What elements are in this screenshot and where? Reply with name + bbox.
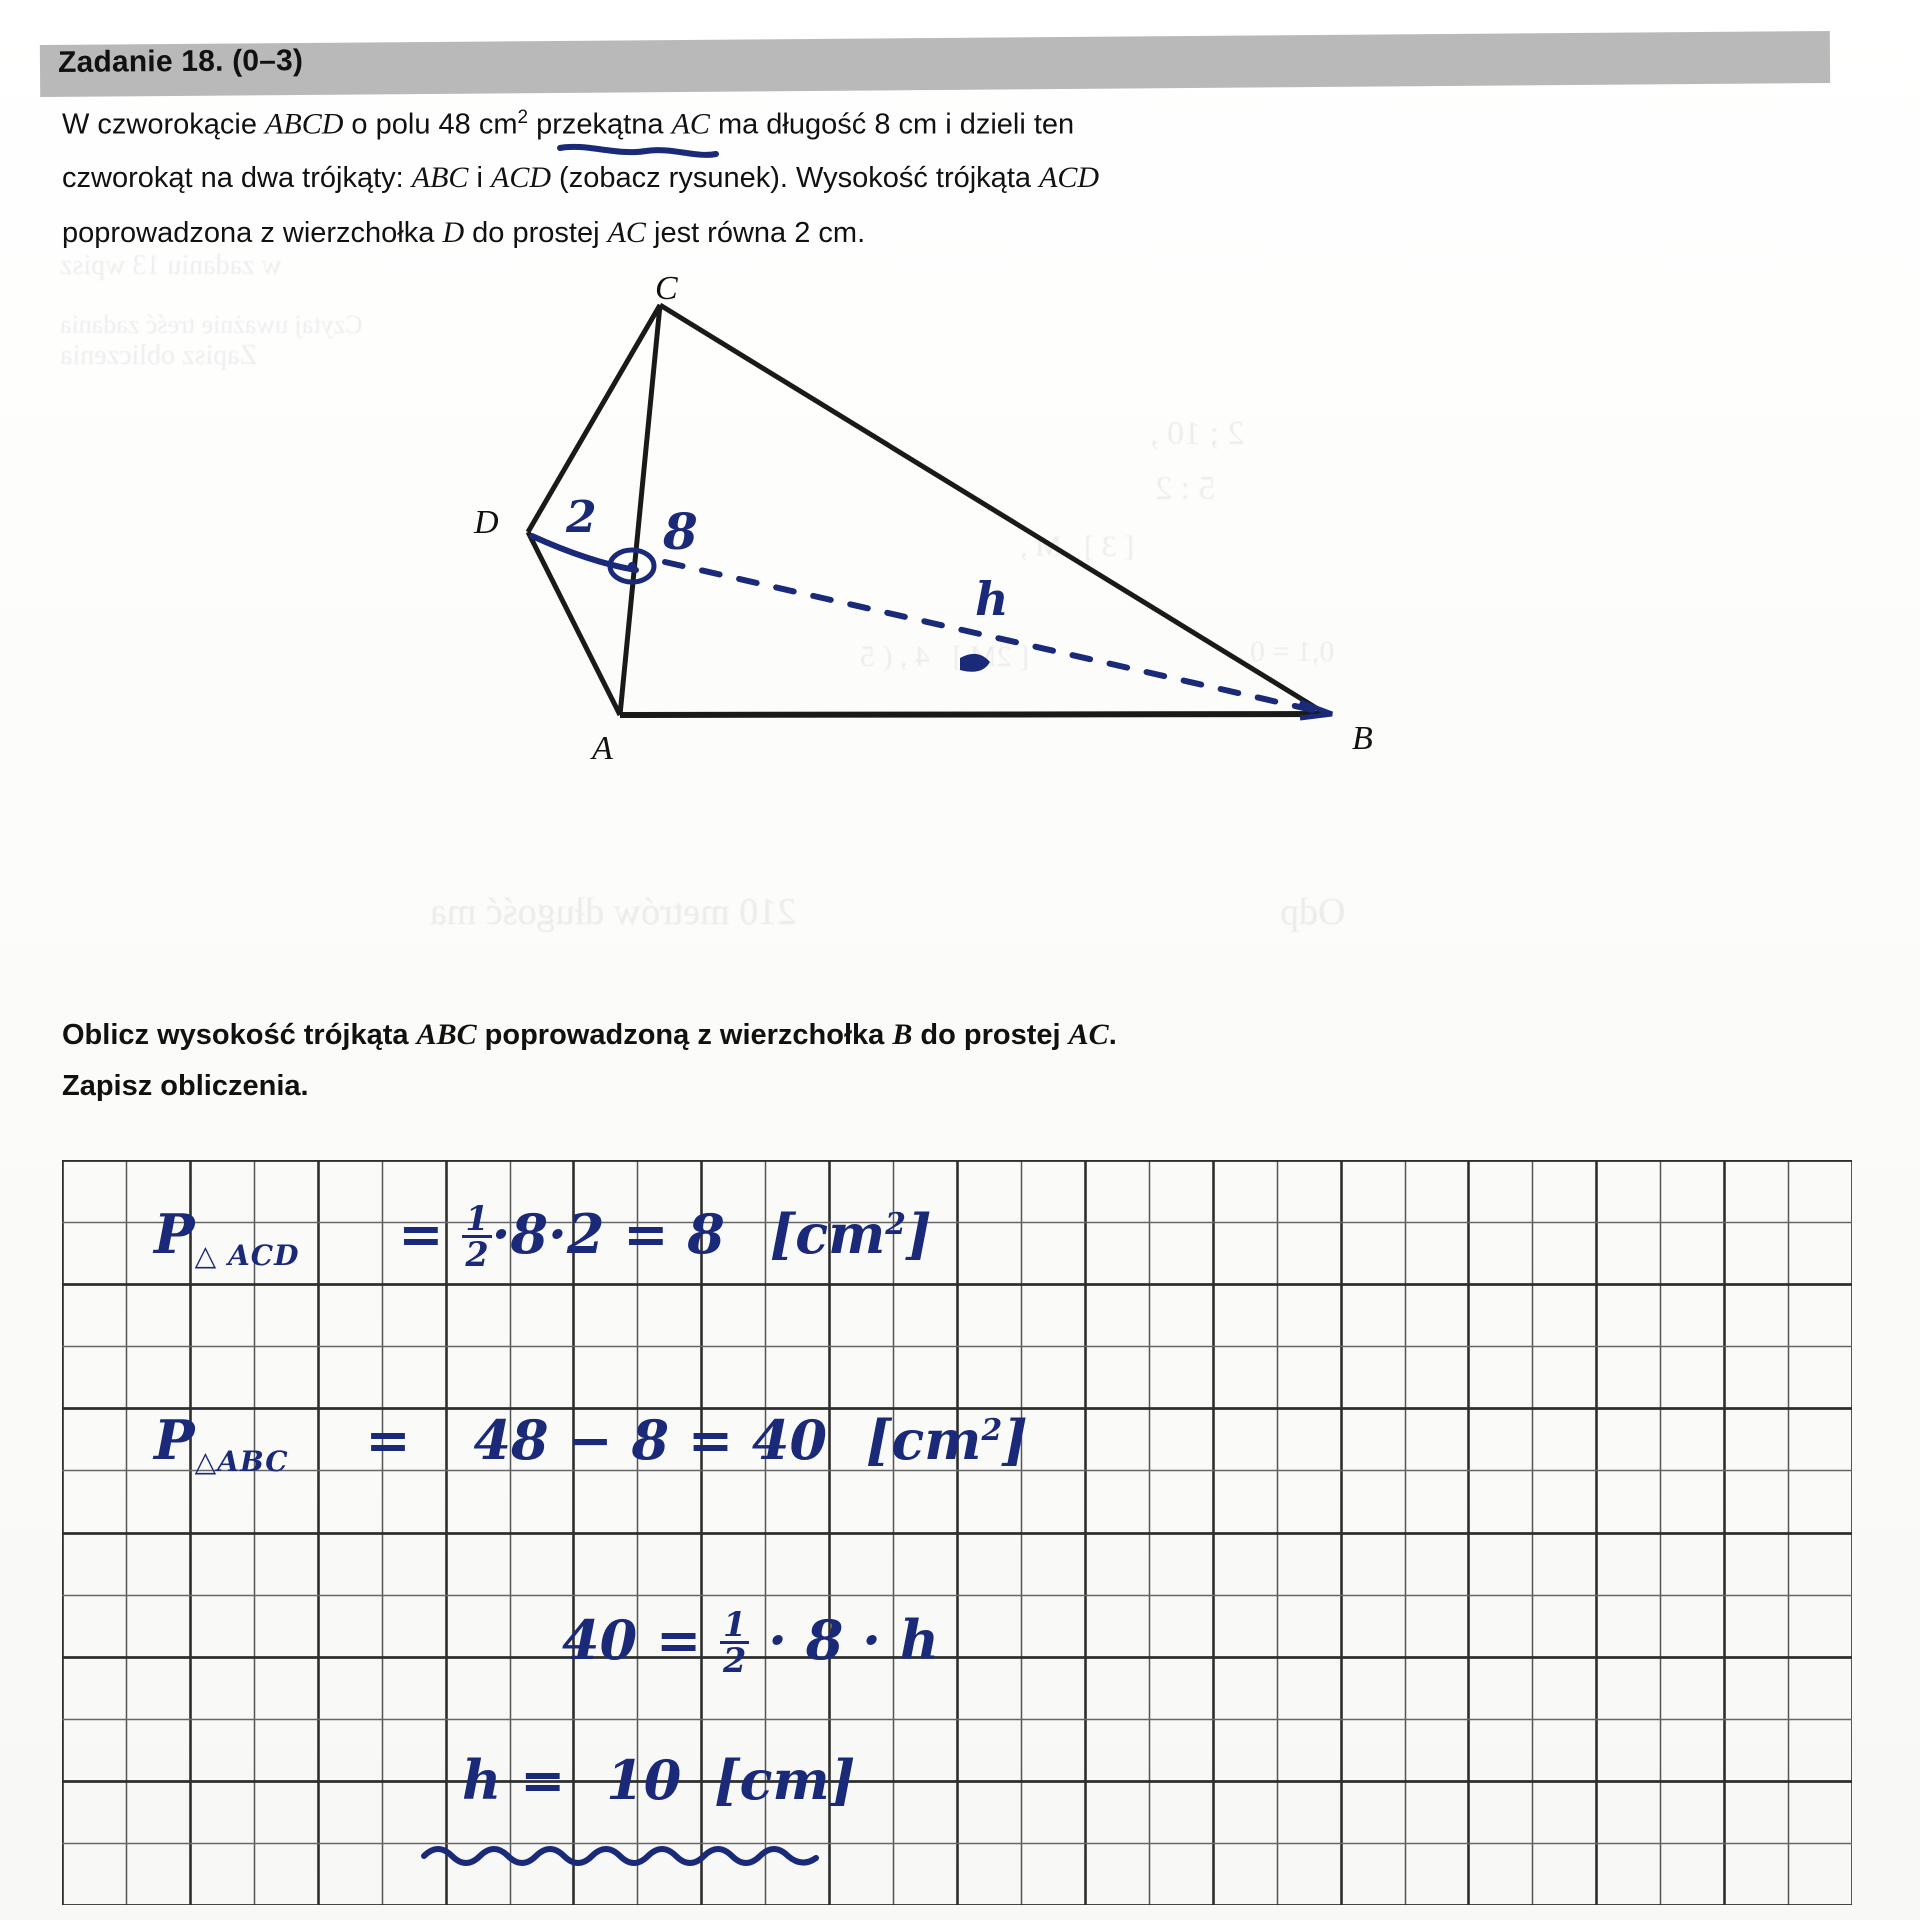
bracket-open: [ bbox=[865, 1408, 892, 1472]
annotation-height-h: h bbox=[975, 572, 1009, 626]
problem-text: poprowadzona z wierzchołka bbox=[62, 217, 443, 249]
geometry-figure bbox=[0, 270, 1920, 970]
value-10: 10 bbox=[606, 1748, 682, 1812]
equals: = bbox=[398, 1202, 444, 1266]
annotation-diagonal-8: 8 bbox=[663, 502, 698, 561]
area-exponent: 2 bbox=[517, 107, 529, 128]
equals: = bbox=[623, 1202, 669, 1266]
result-8: 8 bbox=[687, 1202, 725, 1266]
bleed-through-text: [ 2M ] 4 , ( 5 bbox=[860, 640, 1030, 673]
equals: = bbox=[365, 1408, 411, 1472]
bleed-through-text: 210 metrów długość ma bbox=[430, 891, 797, 933]
math-acd: ACD bbox=[491, 161, 551, 194]
fraction-denominator: 2 bbox=[723, 1641, 747, 1681]
expression: 48 − 8 = 40 bbox=[473, 1408, 828, 1472]
bleed-through-text: 0,1 = 0 bbox=[1250, 635, 1335, 668]
problem-text: ma długość bbox=[709, 108, 875, 141]
quadrilateral-diagram bbox=[0, 270, 1920, 970]
task-header-band bbox=[40, 31, 1830, 97]
unit-exponent: 2 bbox=[885, 1207, 906, 1242]
factor-8: 8 bbox=[510, 1202, 549, 1266]
handwritten-line-2 bbox=[154, 1408, 1028, 1478]
math-ac: AC bbox=[671, 107, 710, 141]
symbol-p: P bbox=[154, 1408, 195, 1472]
dot: · bbox=[548, 1202, 567, 1266]
fraction-numerator: 1 bbox=[720, 1608, 749, 1644]
bleed-through-text: Czytaj uważnie treść zadania bbox=[60, 310, 363, 339]
problem-text: i dzieli ten bbox=[937, 108, 1075, 141]
subscript-abc: △ABC bbox=[194, 1444, 289, 1478]
math-ac: AC bbox=[607, 216, 646, 249]
math-b: B bbox=[892, 1018, 913, 1051]
math-abc: ABC bbox=[411, 161, 469, 194]
question-line-2: Zapisz obliczenia. bbox=[62, 1070, 309, 1102]
bleed-through-text: w zadaniu 13 wpisz bbox=[60, 250, 282, 281]
handwritten-underline-48cm2 bbox=[556, 140, 721, 164]
question-text: do prostej bbox=[912, 1019, 1069, 1051]
segment-bc bbox=[660, 305, 1326, 714]
fraction-denominator: 2 bbox=[465, 1235, 489, 1275]
vertex-label-a: A bbox=[592, 730, 613, 767]
handwritten-line-1 bbox=[154, 1198, 932, 1275]
right-angle-dot bbox=[628, 562, 636, 570]
vertex-label-d: D bbox=[474, 504, 499, 541]
math-ac: AC bbox=[1068, 1018, 1109, 1051]
task-header-label: Zadanie 18. (0–3) bbox=[57, 44, 304, 79]
math-d: D bbox=[442, 216, 465, 249]
height-value: 2 cm. bbox=[794, 217, 866, 249]
unit-cm: cm bbox=[891, 1408, 982, 1472]
bleed-through-text: Zapisz obliczenia bbox=[60, 340, 257, 371]
question-line-1 bbox=[62, 1020, 1117, 1050]
annotation-height-2: 2 bbox=[566, 492, 597, 543]
equals: = bbox=[655, 1608, 702, 1672]
bracket-close: ] bbox=[829, 1748, 856, 1812]
vertex-label-c: C bbox=[655, 270, 678, 307]
unit-cm: cm bbox=[739, 1748, 830, 1812]
question-text: . bbox=[1108, 1019, 1117, 1051]
handwritten-line-3 bbox=[562, 1604, 939, 1681]
math-abcd: ABCD bbox=[265, 107, 344, 141]
factor-2: 2 bbox=[566, 1202, 605, 1266]
subscript-acd: △ ACD bbox=[194, 1238, 300, 1272]
bleed-through-text: 5 : 2 bbox=[1155, 470, 1216, 507]
bleed-through-text: 2 ; 10 , bbox=[1150, 415, 1245, 452]
handwritten-wavy-underline bbox=[420, 1832, 850, 1872]
fraction-one-half bbox=[720, 1604, 749, 1681]
ink-blob bbox=[960, 654, 990, 672]
expression: · 8 · h bbox=[768, 1608, 939, 1672]
lhs-40: 40 bbox=[562, 1608, 638, 1672]
bracket-open: [ bbox=[714, 1748, 740, 1812]
math-acd: ACD bbox=[1039, 161, 1100, 194]
fraction-one-half bbox=[462, 1198, 491, 1275]
unit-exponent: 2 bbox=[981, 1413, 1003, 1448]
problem-text: W czworokącie bbox=[62, 108, 266, 141]
problem-text: przekątna bbox=[528, 108, 672, 141]
length-value: 8 cm bbox=[874, 108, 938, 141]
fraction-numerator: 1 bbox=[462, 1202, 491, 1238]
problem-line-3 bbox=[62, 218, 865, 248]
bracket-close: ] bbox=[1002, 1408, 1028, 1472]
equals: = bbox=[520, 1748, 566, 1812]
problem-text: (zobacz rysunek). Wysokość trójkąta bbox=[551, 162, 1040, 194]
bleed-through-text: Odp bbox=[1280, 891, 1346, 933]
problem-line-2 bbox=[62, 163, 1099, 193]
problem-text: o polu bbox=[343, 108, 439, 141]
question-text: Oblicz wysokość trójkąta bbox=[62, 1019, 417, 1051]
question-text: poprowadzoną z wierzchołka bbox=[476, 1019, 893, 1051]
bracket-open: [ bbox=[769, 1202, 796, 1266]
vertex-label-b: B bbox=[1352, 720, 1373, 757]
unit-cm: cm bbox=[795, 1202, 886, 1266]
dot: · bbox=[491, 1202, 511, 1266]
symbol-p: P bbox=[154, 1202, 195, 1266]
problem-text: jest równa bbox=[645, 217, 795, 249]
lhs-h: h bbox=[462, 1748, 502, 1812]
area-value: 48 cm bbox=[438, 108, 518, 141]
problem-line-1 bbox=[62, 108, 1074, 140]
math-abc: ABC bbox=[416, 1018, 477, 1051]
segment-da bbox=[528, 532, 620, 715]
bleed-through-text: [ 3 ] M , bbox=[1020, 530, 1135, 563]
answer-grid[interactable] bbox=[62, 1160, 1852, 1905]
bracket-close: ] bbox=[905, 1202, 932, 1266]
segment-ab bbox=[620, 714, 1326, 715]
problem-text: czworokąt na dwa trójkąty: bbox=[62, 162, 412, 194]
problem-text: i bbox=[468, 162, 491, 194]
problem-text: do prostej bbox=[464, 217, 608, 249]
handwritten-line-4-answer bbox=[462, 1748, 855, 1812]
